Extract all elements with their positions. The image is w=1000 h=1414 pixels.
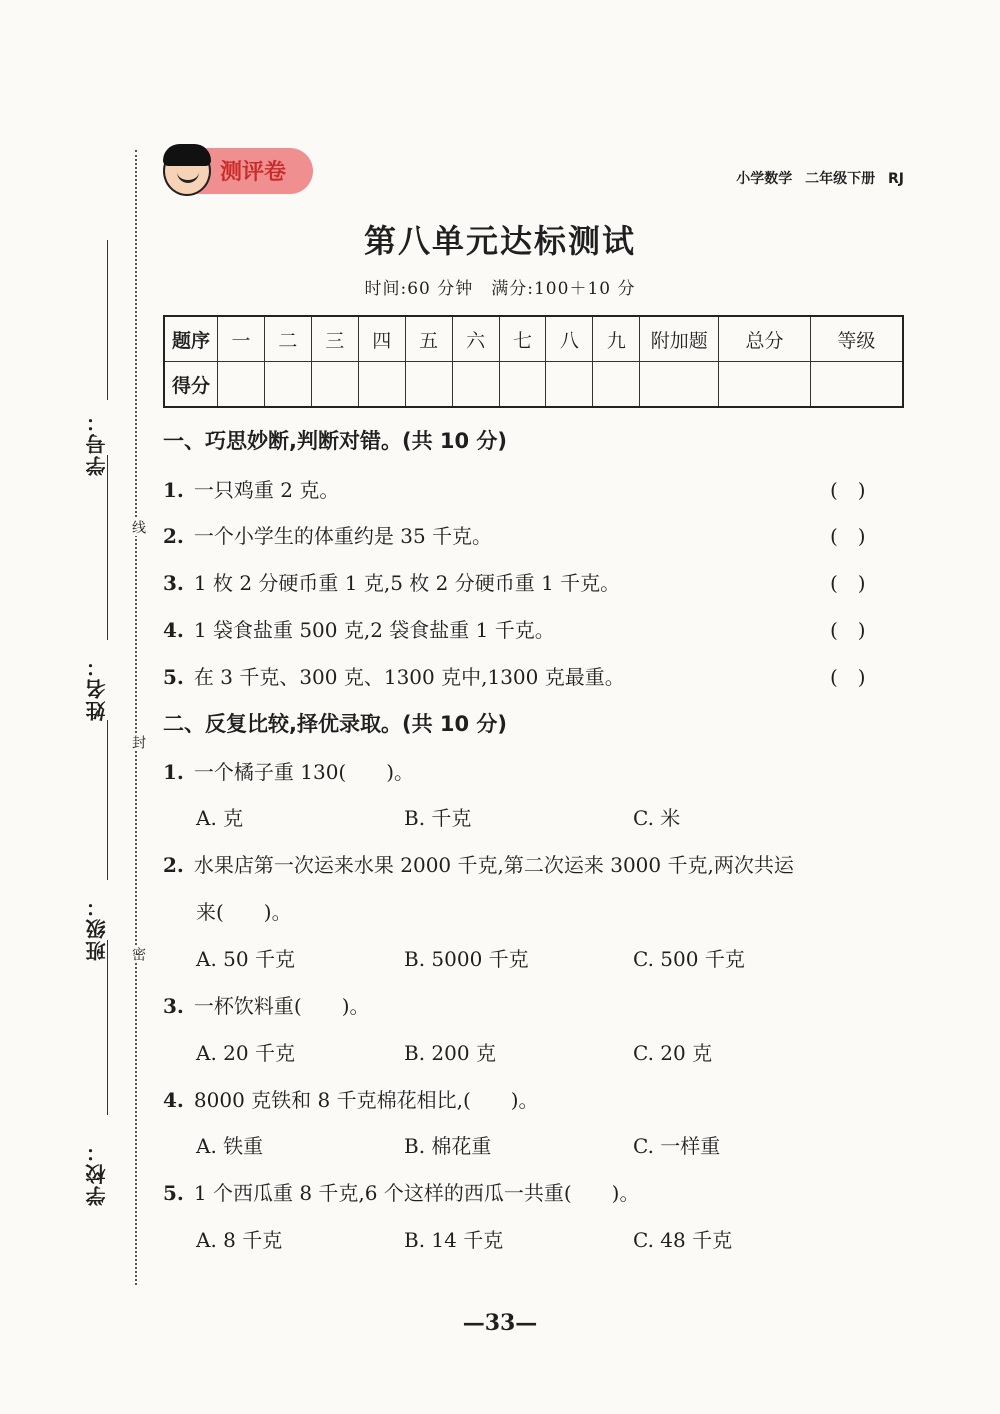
- column-header: 等级: [810, 316, 903, 362]
- option-b[interactable]: B. 5000 千克: [404, 947, 529, 971]
- column-header: 总分: [719, 316, 810, 362]
- option-a[interactable]: A. 8 千克: [196, 1228, 283, 1252]
- score-table-header-row: [164, 316, 903, 362]
- column-header: 五: [405, 316, 452, 362]
- question-text: 一个小学生的体重约是 35 千克。: [193, 524, 493, 548]
- column-header: 一: [218, 316, 265, 362]
- question-number: 5.: [163, 665, 184, 689]
- option-b[interactable]: B. 200 克: [404, 1041, 496, 1065]
- time-and-score-info: 时间:60 分钟 满分:100＋10 分: [364, 279, 636, 299]
- judge-question: [163, 520, 492, 549]
- table-row-head: 得分: [164, 362, 218, 408]
- answer-bracket[interactable]: ( ): [830, 571, 866, 595]
- choice-question: [163, 990, 370, 1019]
- answer-bracket[interactable]: ( ): [830, 618, 866, 642]
- option-a[interactable]: A. 克: [196, 806, 244, 830]
- option-b[interactable]: B. 千克: [404, 806, 472, 830]
- boy-mascot-icon: [163, 146, 211, 196]
- question-number: 2.: [163, 524, 184, 548]
- score-cell[interactable]: [719, 362, 810, 408]
- edition-label: 小学数学 二年级下册 RJ: [736, 171, 904, 187]
- option-a[interactable]: A. 铁重: [196, 1134, 264, 1158]
- choice-question: [163, 1084, 539, 1113]
- question-text: 一个橘子重 130( )。: [193, 760, 415, 784]
- class-label: 班级：: [85, 895, 109, 961]
- question-text: 水果店第一次运来水果 2000 千克,第二次运来 3000 千克,两次共运: [193, 853, 794, 877]
- score-cell[interactable]: [311, 362, 358, 408]
- judge-question: [163, 567, 620, 596]
- option-c[interactable]: C. 一样重: [633, 1134, 721, 1158]
- question-number: 1.: [163, 760, 184, 784]
- option-a[interactable]: A. 20 千克: [196, 1041, 295, 1065]
- question-text: 1 枚 2 分硬币重 1 克,5 枚 2 分硬币重 1 千克。: [193, 571, 621, 595]
- answer-bracket[interactable]: ( ): [830, 665, 866, 689]
- score-table: [163, 315, 904, 408]
- question-number: 2.: [163, 853, 184, 877]
- column-header: 二: [264, 316, 311, 362]
- answer-bracket[interactable]: ( ): [830, 478, 866, 502]
- name-blank: [107, 455, 108, 640]
- question-number: 3.: [163, 571, 184, 595]
- question-text: 一只鸡重 2 克。: [193, 478, 340, 502]
- badge-label: 测评卷: [220, 160, 287, 185]
- option-c[interactable]: C. 48 千克: [633, 1228, 733, 1252]
- score-cell[interactable]: [264, 362, 311, 408]
- column-header: 九: [593, 316, 640, 362]
- score-cell[interactable]: [358, 362, 405, 408]
- question-number: 3.: [163, 994, 184, 1018]
- score-table-score-row: [164, 362, 903, 408]
- name-label: 姓名：: [85, 655, 109, 721]
- score-cell[interactable]: [499, 362, 546, 408]
- judge-question: [163, 474, 339, 503]
- answer-bracket[interactable]: ( ): [830, 524, 866, 548]
- class-blank: [107, 720, 108, 880]
- score-cell[interactable]: [452, 362, 499, 408]
- binding-dotted-line: [135, 150, 137, 1285]
- table-row-head: 题序: [164, 316, 218, 362]
- score-cell[interactable]: [405, 362, 452, 408]
- section-1-title: 一、巧思妙断,判断对错。(共 10 分): [163, 429, 508, 453]
- option-b[interactable]: B. 14 千克: [404, 1228, 504, 1252]
- school-label: 学校：: [85, 1140, 109, 1206]
- judge-question: [163, 661, 625, 690]
- score-cell[interactable]: [546, 362, 593, 408]
- seal-mark-feng: 封: [130, 735, 146, 749]
- option-c[interactable]: C. 500 千克: [633, 947, 745, 971]
- option-c[interactable]: C. 20 克: [633, 1041, 713, 1065]
- question-number: 1.: [163, 478, 184, 502]
- judge-question: [163, 614, 555, 643]
- question-text: 1 个西瓜重 8 千克,6 个这样的西瓜一共重( )。: [193, 1181, 640, 1205]
- question-text: 1 袋食盐重 500 克,2 袋食盐重 1 千克。: [193, 618, 555, 642]
- student-number-blank: [107, 240, 108, 400]
- score-cell[interactable]: [810, 362, 903, 408]
- column-header: 八: [546, 316, 593, 362]
- column-header: 六: [452, 316, 499, 362]
- question-text: 一杯饮料重( )。: [193, 994, 370, 1018]
- question-text-continued: 来( )。: [196, 900, 292, 924]
- choice-question: [163, 756, 414, 785]
- question-number: 4.: [163, 618, 184, 642]
- column-header: 七: [499, 316, 546, 362]
- column-header: 四: [358, 316, 405, 362]
- score-cell[interactable]: [593, 362, 640, 408]
- student-number-label: 学号：: [85, 410, 109, 476]
- section-2-title: 二、反复比较,择优录取。(共 10 分): [163, 712, 508, 736]
- seal-mark-xian: 线: [130, 520, 146, 534]
- question-text: 8000 克铁和 8 千克棉花相比,( )。: [193, 1088, 539, 1112]
- option-a[interactable]: A. 50 千克: [196, 947, 295, 971]
- score-cell[interactable]: [218, 362, 265, 408]
- question-number: 5.: [163, 1181, 184, 1205]
- column-header: 三: [311, 316, 358, 362]
- question-number: 4.: [163, 1088, 184, 1112]
- question-text: 在 3 千克、300 克、1300 克中,1300 克最重。: [193, 665, 625, 689]
- seal-mark-mi: 密: [130, 947, 146, 961]
- choice-question: [163, 849, 794, 878]
- column-header: 附加题: [640, 316, 719, 362]
- option-c[interactable]: C. 米: [633, 806, 681, 830]
- option-b[interactable]: B. 棉花重: [404, 1134, 492, 1158]
- page-title: 第八单元达标测试: [363, 222, 636, 260]
- school-blank: [107, 940, 108, 1115]
- choice-question: [163, 1177, 639, 1206]
- page-number: —33—: [462, 1310, 538, 1336]
- score-cell[interactable]: [640, 362, 719, 408]
